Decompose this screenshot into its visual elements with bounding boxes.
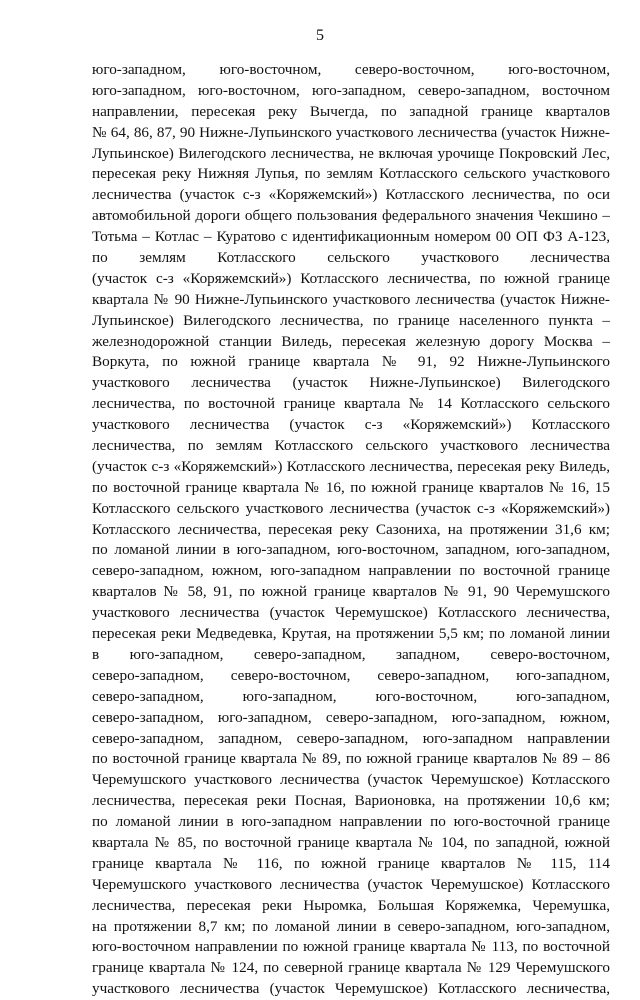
text-line: Черемушского участкового лесничества (участок Черемушское) Котласского <box>92 875 610 893</box>
text-line: Воркута, по южной границе квартала № 91, 92 Нижне-Лупьинского <box>92 353 610 371</box>
text-line: квартала № 90 Нижне-Лупьинского участкового лесничества (участок Нижне- <box>92 290 610 308</box>
text-line: Котласского сельского участкового лесничества (участок с-з «Коряжемский») <box>92 499 610 517</box>
text-line: участкового лесничества (участок Черемушское) Котласского лесничества, <box>92 980 610 998</box>
text-line: участкового лесничества (участок с-з «Коряжемский») Котласского <box>92 416 610 434</box>
text-line: квартала № 85, по восточной границе квартала № 104, по западной, южной <box>92 833 610 851</box>
text-line: направлении, пересекая реку Вычегда, по западной границе кварталов <box>92 102 610 120</box>
text-line: автомобильной дороги общего пользования федерального значения Чекшино – <box>92 207 610 225</box>
text-line: в юго-западном, северо-западном, западном, северо-восточном, <box>92 645 610 663</box>
text-line: лесничества, по восточной границе квартала № 14 Котласского сельского <box>92 395 610 413</box>
text-line: Лупьинское) Вилегодского лесничества, не включая урочище Покровский Лес, <box>92 144 610 162</box>
text-line: Лупьинское) Вилегодского лесничества, по границе населенного пункта – <box>92 311 610 329</box>
text-line: (участок с-з «Коряжемский») Котласского лесничества, по южной границе <box>92 269 610 287</box>
text-line: по землям Котласского сельского участкового лесничества <box>92 249 610 267</box>
text-line: № 64, 86, 87, 90 Нижне-Лупьинского участкового лесничества (участок Нижне- <box>92 123 610 141</box>
text-line: северо-западном, южном, юго-западном направлении по восточной границе <box>92 562 610 580</box>
text-line: кварталов № 58, 91, по южной границе кварталов № 91, 90 Черемушского <box>92 583 610 601</box>
text-line: северо-западном, юго-западном, юго-восточном, юго-западном, <box>92 687 610 705</box>
text-line: лесничества, пересекая реки Посная, Варионовка, на протяжении 10,6 км; <box>92 792 610 810</box>
text-line: юго-западном, юго-восточном, северо-восточном, юго-восточном, <box>92 61 610 78</box>
text-line: пересекая реки Медведевка, Крутая, на протяжении 5,5 км; по ломаной линии <box>92 625 610 643</box>
page-number: 5 <box>316 27 324 44</box>
text-line: лесничества, по землям Котласского сельского участкового лесничества <box>92 437 610 455</box>
text-line: Тотьма – Котлас – Куратово с идентификационным номером 00 ОП ФЗ А-123, <box>92 228 610 246</box>
text-line: пересекая реку Нижняя Лупья, по землям Котласского сельского участкового <box>92 165 610 183</box>
text-line: по восточной границе квартала № 89, по южной границе кварталов № 89 – 86 <box>92 750 610 768</box>
text-line: (участок с-з «Коряжемский») Котласского лесничества, пересекая реку Виледь, <box>92 457 610 475</box>
text-line: лесничества (участок с-з «Коряжемский») Котласского лесничества, по оси <box>92 186 610 204</box>
text-line: по ломаной линии в юго-западном направлении по юго-восточной границе <box>92 813 610 831</box>
text-line: железнодорожной станции Виледь, пересекая железную дорогу Москва – <box>92 332 610 350</box>
body-text <box>92 60 610 1000</box>
text-line: Котласского лесничества, пересекая реку Сазониха, на протяжении 31,6 км; <box>92 520 610 538</box>
text-line: границе квартала № 116, по южной границе кварталов № 115, 114 <box>92 854 610 872</box>
text-line: юго-западном, юго-восточном, юго-западном, северо-западном, восточном <box>92 81 610 99</box>
text-line: северо-западном, западном, северо-западном, юго-западном направлении <box>92 729 610 747</box>
text-line: северо-западном, северо-восточном, северо-западном, юго-западном, <box>92 666 610 684</box>
text-line: Черемушского участкового лесничества (участок Черемушское) Котласского <box>92 771 610 789</box>
text-line: участкового лесничества (участок Черемушское) Котласского лесничества, <box>92 604 610 622</box>
text-line: границе квартала № 124, по северной границе квартала № 129 Черемушского <box>92 959 610 977</box>
text-line: участкового лесничества (участок Нижне-Лупьинское) Вилегодского <box>92 374 610 392</box>
text-line: на протяжении 8,7 км; по ломаной линии в северо-западном, юго-западном, <box>92 917 610 935</box>
text-line: по восточной границе квартала № 16, по южной границе кварталов № 16, 15 <box>92 478 610 496</box>
text-line: северо-западном, юго-западном, северо-западном, юго-западном, южном, <box>92 708 610 726</box>
text-line: лесничества, пересекая реки Ныромка, Большая Коряжемка, Черемушка, <box>92 896 610 914</box>
text-line: по ломаной линии в юго-западном, юго-восточном, западном, юго-западном, <box>92 541 610 559</box>
text-line: юго-восточном направлении по южной границе квартала № 113, по восточной <box>92 938 610 956</box>
